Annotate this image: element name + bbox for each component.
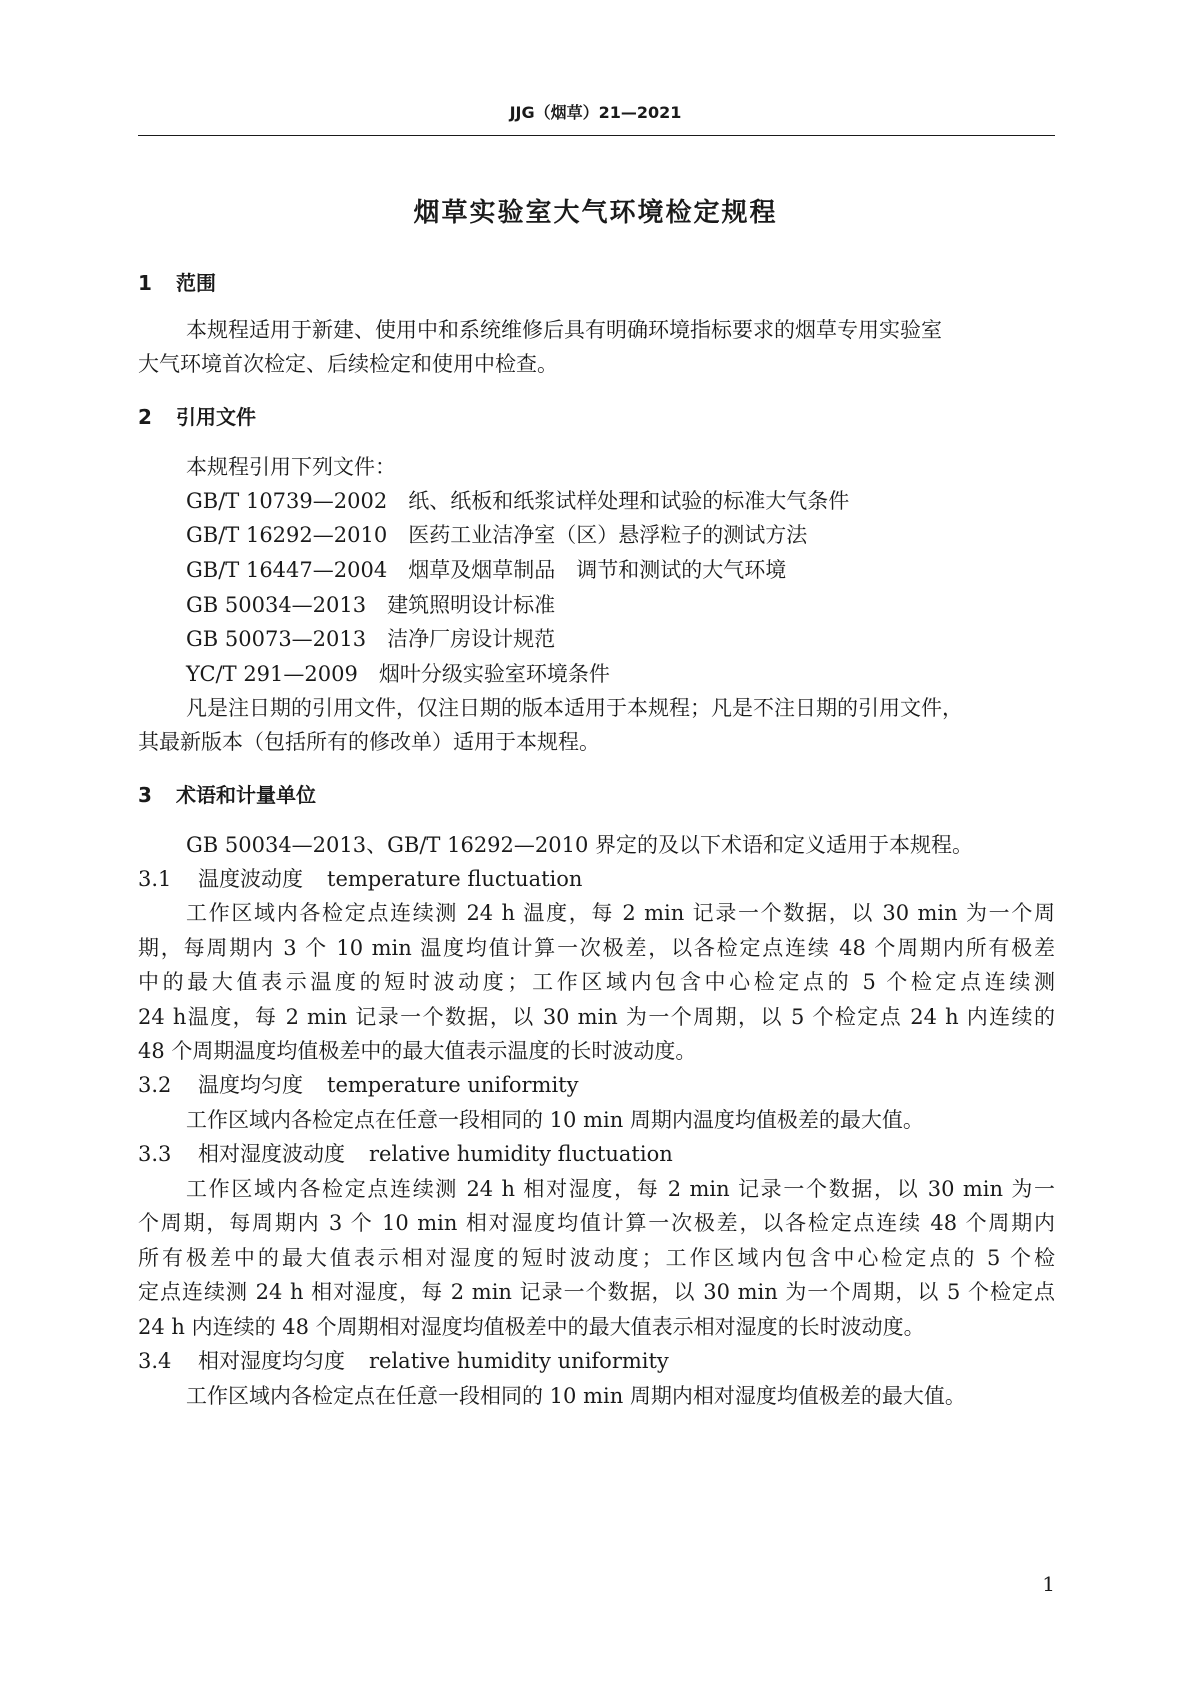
page-number: 1 bbox=[1042, 1572, 1055, 1596]
reference-name: 纸、纸板和纸浆试样处理和试验的标准大气条件 bbox=[408, 489, 850, 513]
reference-item bbox=[186, 590, 555, 620]
paragraph-line: 本规程适用于新建、使用中和系统维修后具有明确环境指标要求的烟草专用实验室 bbox=[186, 318, 942, 342]
term-heading bbox=[138, 1139, 673, 1169]
section-number: 3 bbox=[138, 783, 152, 807]
term-en: temperature uniformity bbox=[327, 1073, 579, 1097]
paragraph-line: 期，每周期内 3 个 10 min 温度均值计算一次极差，以各检定点连续 48 个周期内所有极差 bbox=[138, 936, 1055, 960]
term-number: 3.3 bbox=[138, 1142, 172, 1166]
term-number: 3.1 bbox=[138, 867, 172, 891]
document-title: 烟草实验室大气环境检定规程 bbox=[413, 198, 778, 228]
term-number: 3.2 bbox=[138, 1073, 172, 1097]
reference-name: 烟叶分级实验室环境条件 bbox=[378, 662, 610, 686]
paragraph-line: 所有极差中的最大值表示相对湿度的短时波动度；工作区域内包含中心检定点的 5 个检 bbox=[138, 1246, 1055, 1270]
reference-code: GB 50034—2013 bbox=[186, 593, 367, 617]
reference-code: YC/T 291—2009 bbox=[186, 662, 358, 686]
paragraph-line: 工作区域内各检定点连续测 24 h 相对湿度，每 2 min 记录一个数据，以 30 min 为一 bbox=[186, 1177, 1055, 1201]
reference-name: 洁净厂房设计规范 bbox=[387, 627, 556, 651]
section-number: 2 bbox=[138, 405, 152, 429]
paragraph-line: GB 50034—2013、GB/T 16292—2010 界定的及以下术语和定义适用于本规程。 bbox=[186, 833, 974, 857]
paragraph-line: 个周期，每周期内 3 个 10 min 相对湿度均值计算一次极差，以各检定点连续 48 个周期内 bbox=[138, 1211, 1055, 1235]
term-zh: 相对湿度均匀度 bbox=[198, 1349, 345, 1373]
header-rule bbox=[138, 135, 1055, 136]
reference-code: GB/T 10739—2002 bbox=[186, 489, 388, 513]
reference-item bbox=[186, 624, 555, 654]
term-zh: 温度波动度 bbox=[198, 867, 303, 891]
reference-code: GB/T 16292—2010 bbox=[186, 523, 388, 547]
paragraph-line: 定点连续测 24 h 相对湿度，每 2 min 记录一个数据，以 30 min 为一个周期，以 5 个检定点 bbox=[138, 1280, 1055, 1304]
paragraph-line: 大气环境首次检定、后续检定和使用中检查。 bbox=[138, 352, 558, 376]
paragraph-line: 工作区域内各检定点在任意一段相同的 10 min 周期内温度均值极差的最大值。 bbox=[186, 1108, 924, 1132]
term-en: relative humidity fluctuation bbox=[369, 1142, 673, 1166]
term-en: temperature fluctuation bbox=[327, 867, 583, 891]
paragraph-line: 24 h 内连续的 48 个周期相对湿度均值极差中的最大值表示相对湿度的长时波动度。 bbox=[138, 1315, 925, 1339]
reference-item bbox=[186, 659, 610, 689]
section-3-heading bbox=[138, 780, 316, 810]
term-heading bbox=[138, 1070, 578, 1100]
term-heading bbox=[138, 864, 582, 894]
standard-code: JJG（烟草）21—2021 bbox=[509, 103, 682, 122]
paragraph-line: 中的最大值表示温度的短时波动度；工作区域内包含中心检定点的 5 个检定点连续测 bbox=[138, 970, 1055, 994]
reference-name: 医药工业洁净室（区）悬浮粒子的测试方法 bbox=[408, 523, 808, 547]
section-2-heading bbox=[138, 402, 256, 432]
paragraph-line: 本规程引用下列文件： bbox=[186, 455, 396, 479]
paragraph-line: 凡是注日期的引用文件，仅注日期的版本适用于本规程；凡是不注日期的引用文件， bbox=[186, 696, 963, 720]
paragraph-line: 工作区域内各检定点在任意一段相同的 10 min 周期内相对湿度均值极差的最大值。 bbox=[186, 1384, 966, 1408]
section-1-heading bbox=[138, 268, 216, 298]
paragraph-line: 48 个周期温度均值极差中的最大值表示温度的长时波动度。 bbox=[138, 1039, 697, 1063]
paragraph-line: 工作区域内各检定点连续测 24 h 温度，每 2 min 记录一个数据，以 30 min 为一个周 bbox=[186, 901, 1055, 925]
term-en: relative humidity uniformity bbox=[369, 1349, 669, 1373]
term-heading bbox=[138, 1346, 669, 1376]
term-number: 3.4 bbox=[138, 1349, 172, 1373]
section-title: 范围 bbox=[176, 271, 216, 295]
section-title: 术语和计量单位 bbox=[176, 783, 316, 807]
term-zh: 温度均匀度 bbox=[198, 1073, 303, 1097]
paragraph-line: 其最新版本（包括所有的修改单）适用于本规程。 bbox=[138, 730, 600, 754]
reference-code: GB/T 16447—2004 bbox=[186, 558, 388, 582]
section-number: 1 bbox=[138, 271, 152, 295]
paragraph-line: 24 h温度，每 2 min 记录一个数据，以 30 min 为一个周期，以 5 个检定点 24 h 内连续的 bbox=[138, 1005, 1055, 1029]
reference-name: 建筑照明设计标准 bbox=[387, 593, 556, 617]
reference-item bbox=[186, 555, 786, 585]
term-zh: 相对湿度波动度 bbox=[198, 1142, 345, 1166]
reference-item bbox=[186, 520, 807, 550]
section-title: 引用文件 bbox=[176, 405, 256, 429]
reference-name: 烟草及烟草制品 调节和测试的大气环境 bbox=[408, 558, 787, 582]
reference-code: GB 50073—2013 bbox=[186, 627, 367, 651]
reference-item bbox=[186, 486, 849, 516]
